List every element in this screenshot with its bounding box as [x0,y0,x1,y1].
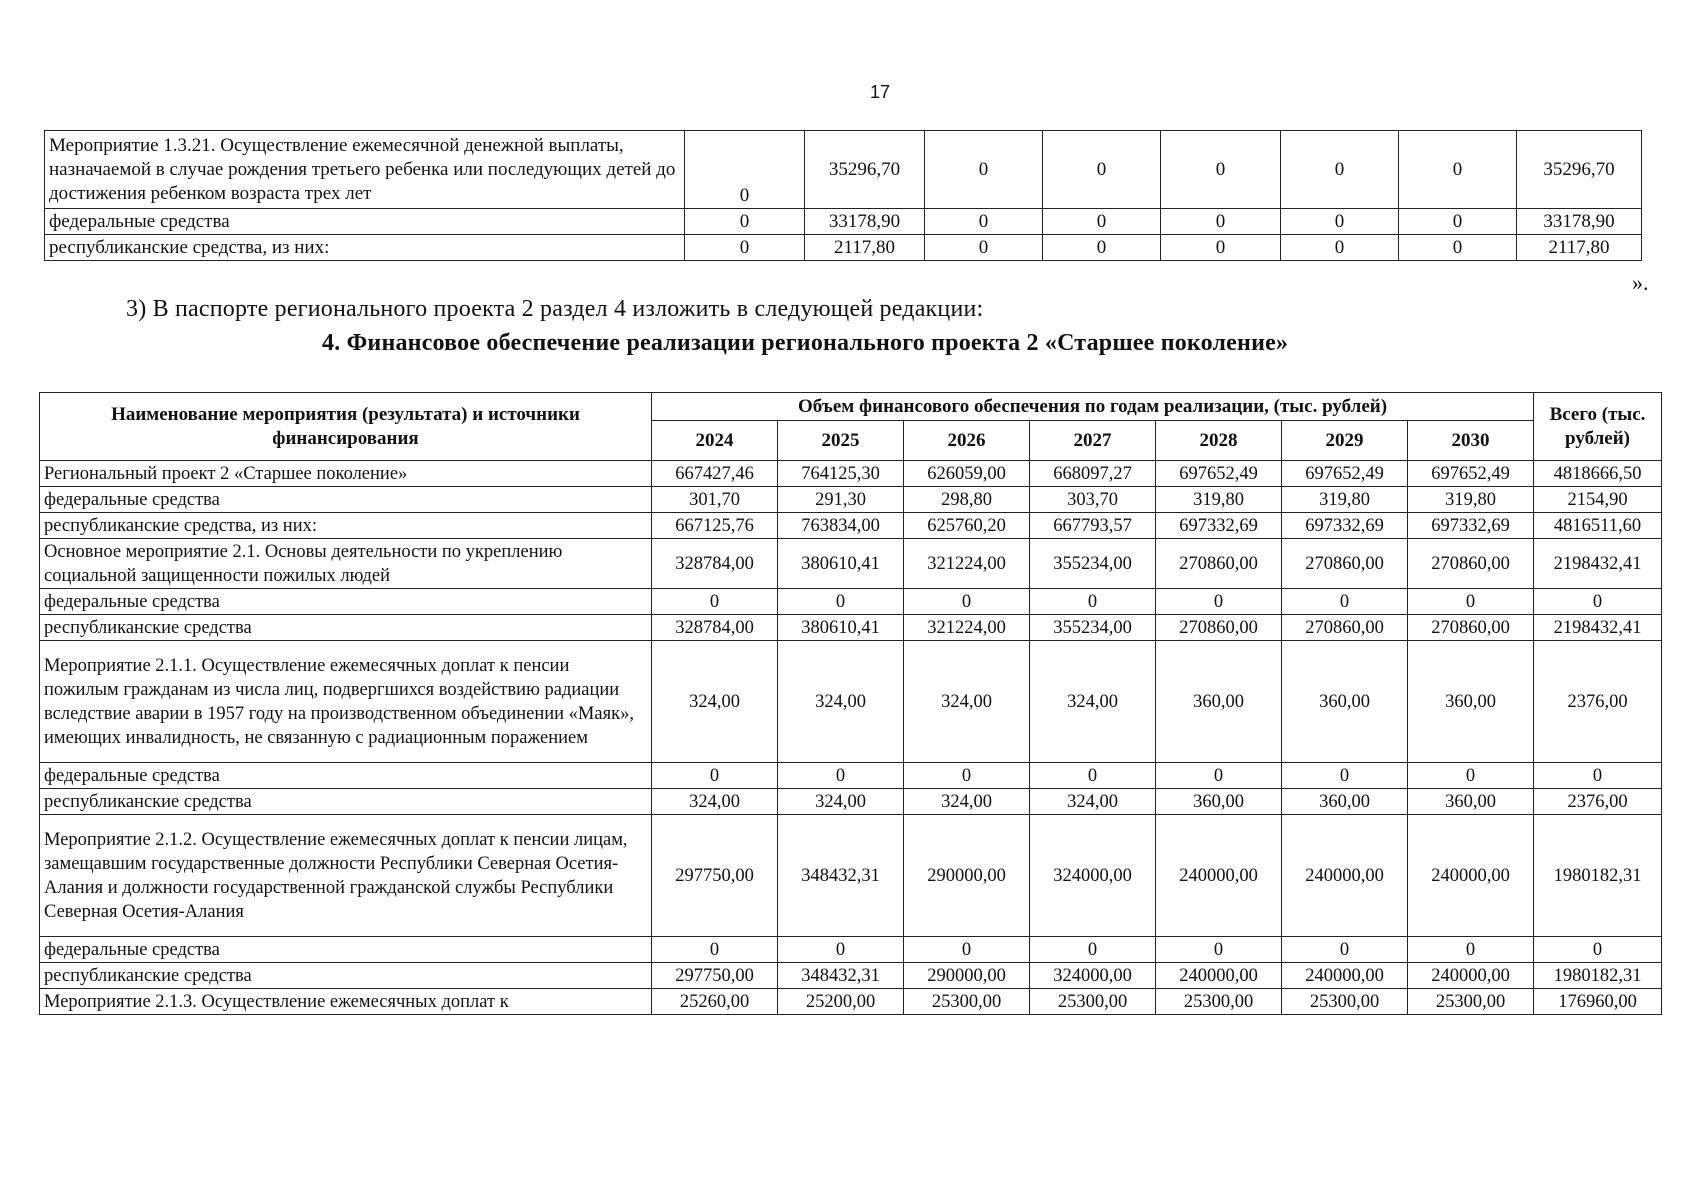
cell-value: 697652,49 [1156,461,1282,487]
cell-value: 697332,69 [1282,513,1408,539]
table-row [40,461,1662,487]
cell-value: 697332,69 [1408,513,1534,539]
cell-value: 324000,00 [1030,963,1156,989]
cell-value: 697652,49 [1408,461,1534,487]
cell-value: 360,00 [1408,789,1534,815]
row-name: федеральные средства [45,209,685,235]
cell-value: 328784,00 [652,539,778,589]
cell-value: 25200,00 [778,989,904,1015]
cell-value: 0 [1030,937,1156,963]
row-name: Мероприятие 2.1.2. Осуществление ежемесячных доплат к пенсии лицам, замещавшим государственные должности Республики Северная Осетия-Алания и должности государственной гражданской службы Республики Северная Осетия-Алания [40,815,652,937]
cell-value: 0 [1399,131,1517,209]
cell-value: 0 [1408,589,1534,615]
cell-value: 0 [1281,131,1399,209]
cell-value: 0 [1030,589,1156,615]
header-total: Всего (тыс. рублей) [1534,393,1662,461]
header-year: 2025 [778,421,904,461]
cell-value: 321224,00 [904,539,1030,589]
cell-value: 319,80 [1408,487,1534,513]
cell-value: 324,00 [652,789,778,815]
cell-value: 0 [778,763,904,789]
table-row [40,615,1662,641]
cell-value: 667125,76 [652,513,778,539]
cell-value: 25260,00 [652,989,778,1015]
cell-value: 25300,00 [1408,989,1534,1015]
cell-value: 348432,31 [778,963,904,989]
cell-value: 240000,00 [1156,815,1282,937]
row-name: республиканские средства [40,963,652,989]
cell-value: 324,00 [1030,641,1156,763]
cell-value: 0 [685,235,805,261]
cell-value: 355234,00 [1030,615,1156,641]
header-volume: Объем финансового обеспечения по годам реализации, (тыс. рублей) [652,393,1534,421]
cell-value: 360,00 [1282,789,1408,815]
cell-value: 324,00 [778,789,904,815]
cell-value: 319,80 [1156,487,1282,513]
cell-value: 270860,00 [1408,539,1534,589]
cell-value: 0 [925,235,1043,261]
table-row [40,963,1662,989]
cell-value: 35296,70 [805,131,925,209]
cell-value: 324,00 [904,789,1030,815]
cell-value: 0 [652,589,778,615]
cell-value: 319,80 [1282,487,1408,513]
cell-total: 2117,80 [1517,235,1642,261]
cell-value: 270860,00 [1156,615,1282,641]
cell-value: 298,80 [904,487,1030,513]
cell-value: 240000,00 [1408,815,1534,937]
instruction-text: 3) В паспорте регионального проекта 2 раздел 4 изложить в следующей редакции: [126,296,984,322]
header-name: Наименование мероприятия (результата) и источники финансирования [40,393,652,461]
cell-total: 0 [1534,763,1662,789]
cell-value: 240000,00 [1282,815,1408,937]
cell-value: 667427,46 [652,461,778,487]
row-name: республиканские средства, из них: [45,235,685,261]
cell-value: 0 [1161,131,1281,209]
header-year: 2028 [1156,421,1282,461]
cell-value: 303,70 [1030,487,1156,513]
cell-value: 324000,00 [1030,815,1156,937]
cell-value: 297750,00 [652,963,778,989]
header-year: 2029 [1282,421,1408,461]
cell-value: 270860,00 [1408,615,1534,641]
cell-value: 360,00 [1408,641,1534,763]
cell-value: 290000,00 [904,963,1030,989]
cell-value: 0 [1399,209,1517,235]
cell-value: 764125,30 [778,461,904,487]
cell-value: 270860,00 [1282,539,1408,589]
cell-total: 1980182,31 [1534,963,1662,989]
row-name: Мероприятие 2.1.3. Осуществление ежемесячных доплат к [40,989,652,1015]
cell-value: 348432,31 [778,815,904,937]
table-row [40,815,1662,937]
row-name: Региональный проект 2 «Старшее поколение» [40,461,652,487]
row-name: республиканские средства, из них: [40,513,652,539]
cell-value: 0 [1282,589,1408,615]
cell-value: 2117,80 [805,235,925,261]
cell-value: 355234,00 [1030,539,1156,589]
cell-value: 697652,49 [1282,461,1408,487]
header-year: 2026 [904,421,1030,461]
cell-value: 324,00 [652,641,778,763]
cell-value: 0 [1030,763,1156,789]
cell-value: 25300,00 [904,989,1030,1015]
cell-value: 25300,00 [1156,989,1282,1015]
cell-value: 25300,00 [1030,989,1156,1015]
cell-value: 33178,90 [805,209,925,235]
cell-value: 763834,00 [778,513,904,539]
cell-value: 240000,00 [1282,963,1408,989]
cell-value: 240000,00 [1408,963,1534,989]
table-row [45,131,1642,209]
row-name: республиканские средства [40,789,652,815]
cell-value: 0 [925,131,1043,209]
cell-value: 626059,00 [904,461,1030,487]
table-row [40,937,1662,963]
cell-value: 324,00 [904,641,1030,763]
cell-value: 0 [1043,131,1161,209]
cell-value: 0 [1282,937,1408,963]
cell-total: 2198432,41 [1534,539,1662,589]
cell-value: 667793,57 [1030,513,1156,539]
cell-value: 25300,00 [1282,989,1408,1015]
cell-value: 0 [652,763,778,789]
table-row [40,763,1662,789]
cell-value: 380610,41 [778,615,904,641]
cell-value: 0 [1043,235,1161,261]
cell-value: 360,00 [1156,789,1282,815]
cell-total: 2376,00 [1534,789,1662,815]
cell-value: 0 [1156,589,1282,615]
cell-value: 0 [778,589,904,615]
cell-value: 0 [1161,235,1281,261]
cell-value: 0 [685,131,805,209]
section-title: 4. Финансовое обеспечение реализации регионального проекта 2 «Старшее поколение» [322,330,1289,356]
table-row [40,589,1662,615]
cell-value: 360,00 [1282,641,1408,763]
cell-value: 0 [685,209,805,235]
cell-total: 35296,70 [1517,131,1642,209]
table-row [40,989,1662,1015]
row-name: федеральные средства [40,487,652,513]
cell-total: 0 [1534,937,1662,963]
cell-value: 0 [1408,937,1534,963]
cell-value: 0 [1408,763,1534,789]
cell-total: 2154,90 [1534,487,1662,513]
top-table [44,130,1642,261]
cell-value: 270860,00 [1282,615,1408,641]
cell-value: 0 [1399,235,1517,261]
cell-value: 0 [778,937,904,963]
row-name: республиканские средства [40,615,652,641]
cell-value: 321224,00 [904,615,1030,641]
row-name: Мероприятие 1.3.21. Осуществление ежемесячной денежной выплаты, назначаемой в случае рождения третьего ребенка или последующих детей до достижения ребенком возраста трех лет [45,131,685,209]
cell-value: 0 [1281,209,1399,235]
table-row [45,209,1642,235]
cell-value: 0 [904,763,1030,789]
row-name: федеральные средства [40,937,652,963]
cell-value: 291,30 [778,487,904,513]
cell-value: 0 [1156,763,1282,789]
cell-total: 2198432,41 [1534,615,1662,641]
table-row [40,487,1662,513]
table-row [45,235,1642,261]
cell-value: 380610,41 [778,539,904,589]
header-year: 2027 [1030,421,1156,461]
row-name: Мероприятие 2.1.1. Осуществление ежемесячных доплат к пенсии пожилым гражданам из числа лиц, подвергшихся воздействию радиации вследствие аварии в 1957 году на производственном объединении «Маяк», имеющих инвалидность, не связанную с радиационным поражением [40,641,652,763]
cell-total: 176960,00 [1534,989,1662,1015]
row-name: федеральные средства [40,589,652,615]
table-row [40,539,1662,589]
cell-value: 0 [1043,209,1161,235]
table-row [40,513,1662,539]
cell-value: 328784,00 [652,615,778,641]
cell-value: 301,70 [652,487,778,513]
closing-quote: ». [1632,270,1649,295]
cell-value: 0 [925,209,1043,235]
cell-value: 0 [1161,209,1281,235]
cell-value: 0 [904,589,1030,615]
cell-value: 0 [1156,937,1282,963]
cell-value: 324,00 [778,641,904,763]
cell-value: 0 [652,937,778,963]
cell-value: 0 [1282,763,1408,789]
cell-value: 270860,00 [1156,539,1282,589]
cell-total: 2376,00 [1534,641,1662,763]
row-name: федеральные средства [40,763,652,789]
table-row [40,789,1662,815]
header-year: 2030 [1408,421,1534,461]
page-number: 17 [869,82,891,102]
row-name: Основное мероприятие 2.1. Основы деятельности по укреплению социальной защищенности пожилых людей [40,539,652,589]
cell-value: 0 [904,937,1030,963]
cell-value: 297750,00 [652,815,778,937]
cell-value: 324,00 [1030,789,1156,815]
cell-total: 1980182,31 [1534,815,1662,937]
cell-value: 360,00 [1156,641,1282,763]
cell-value: 240000,00 [1156,963,1282,989]
cell-total: 4818666,50 [1534,461,1662,487]
header-year: 2024 [652,421,778,461]
cell-total: 4816511,60 [1534,513,1662,539]
cell-value: 290000,00 [904,815,1030,937]
financing-table [39,392,1662,1015]
cell-value: 625760,20 [904,513,1030,539]
table-row [40,641,1662,763]
cell-total: 33178,90 [1517,209,1642,235]
cell-value: 0 [1281,235,1399,261]
cell-total: 0 [1534,589,1662,615]
cell-value: 697332,69 [1156,513,1282,539]
cell-value: 668097,27 [1030,461,1156,487]
